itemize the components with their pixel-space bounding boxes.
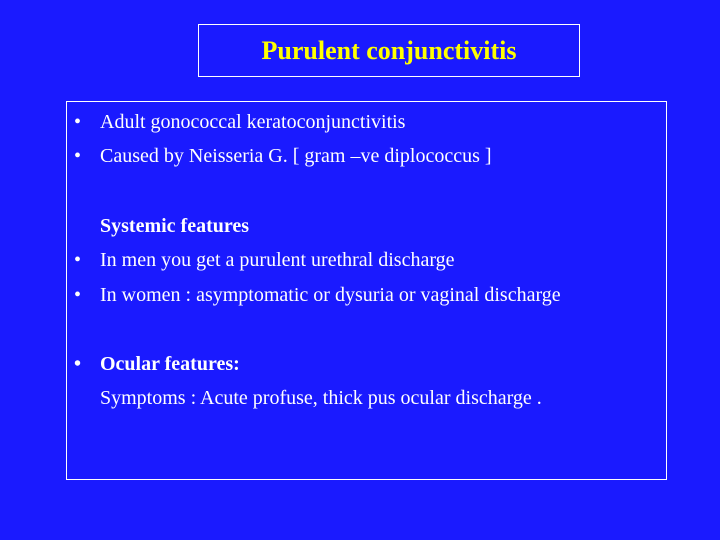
line-text: In women : asymptomatic or dysuria or vaginal discharge (100, 284, 561, 306)
content-box (66, 101, 667, 480)
bullet-icon: • (74, 353, 82, 375)
line-text: Symptoms : Acute profuse, thick pus ocular discharge . (100, 387, 542, 409)
bullet-icon: • (74, 111, 82, 133)
line-text: In men you get a purulent urethral discharge (100, 249, 455, 271)
title-box (198, 24, 580, 77)
bullet-icon: • (74, 145, 82, 167)
bullet-icon: • (74, 284, 82, 306)
slide-title: Purulent conjunctivitis (261, 35, 517, 65)
line-text: Caused by Neisseria G. [ gram –ve diplococcus ] (100, 145, 492, 167)
line-text: Systemic features (100, 215, 250, 237)
line-text: Adult gonococcal keratoconjunctivitis (100, 111, 406, 133)
line-text: Ocular features: (100, 353, 240, 375)
bullet-icon: • (74, 249, 82, 271)
